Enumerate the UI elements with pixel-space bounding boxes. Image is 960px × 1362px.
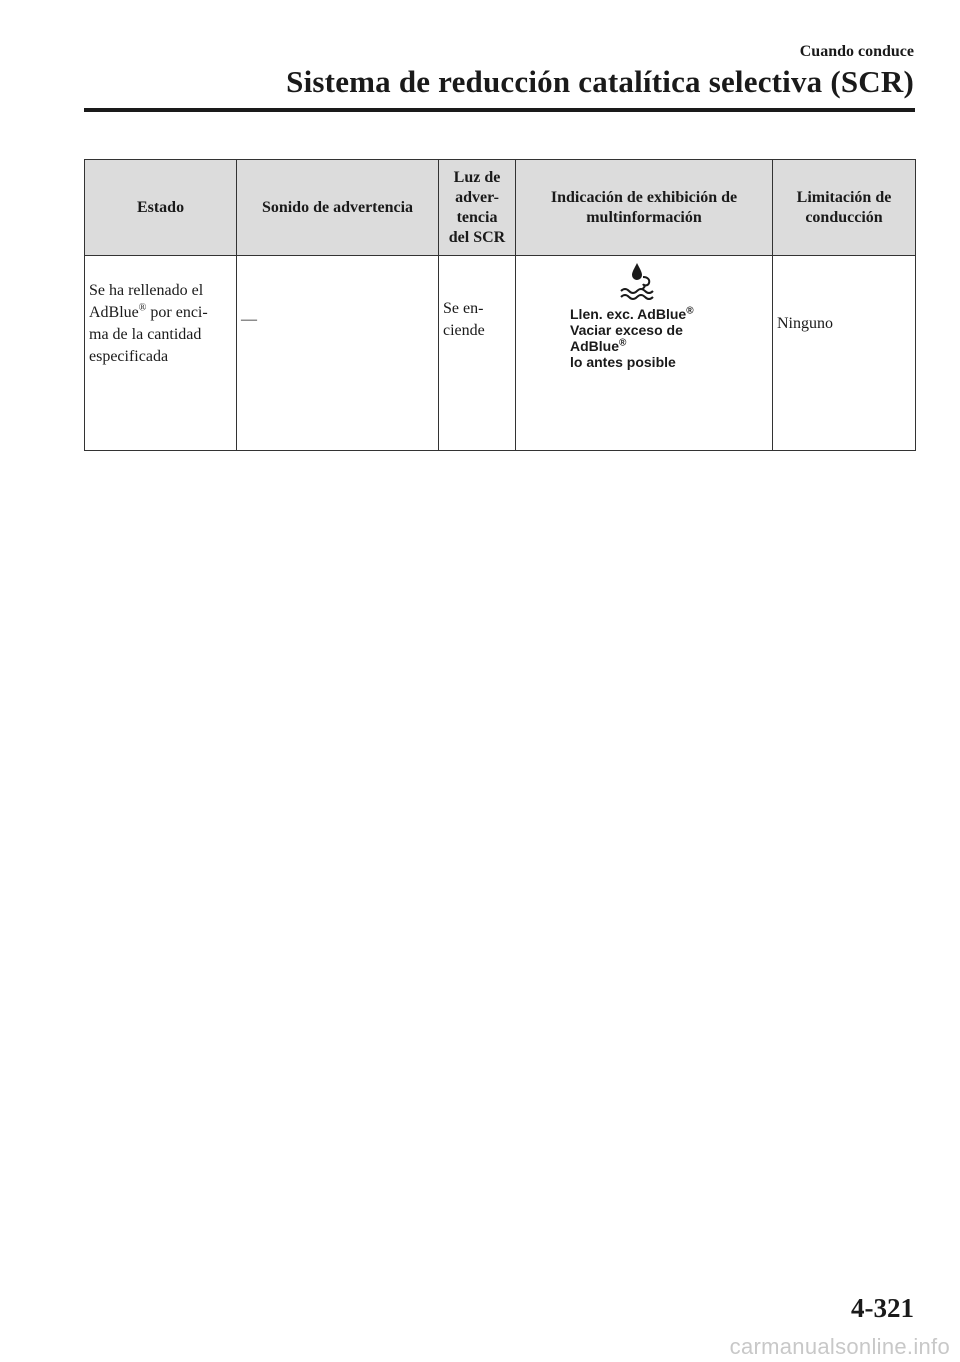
title-rule — [84, 108, 915, 112]
message-line: Llen. exc. AdBlue — [570, 306, 687, 322]
column-header-limitacion — [773, 160, 916, 256]
message-line: AdBlue — [570, 338, 619, 354]
estado-line: AdBlue — [89, 304, 139, 321]
estado-line: especificada — [89, 348, 169, 365]
registered-mark: ® — [686, 305, 694, 317]
message-line: Vaciar exceso de — [570, 322, 683, 338]
table-header-row — [85, 160, 916, 256]
estado-line: por enci- — [146, 304, 208, 321]
cell-estado — [85, 256, 237, 451]
watermark: carmanualsonline.info — [729, 1334, 950, 1359]
luz-line: tencia — [456, 208, 498, 226]
luz-value-line: ciende — [443, 322, 485, 339]
page-number: 4-321 — [851, 1293, 914, 1323]
section-label: Cuando conduce — [799, 43, 914, 60]
luz-line: adver- — [455, 188, 499, 206]
luz-line: del SCR — [448, 228, 506, 246]
cell-indicacion — [516, 256, 773, 451]
column-header-luz — [439, 160, 516, 256]
message-line: lo antes posible — [570, 354, 676, 370]
registered-mark: ® — [619, 337, 627, 349]
cell-limitacion — [773, 256, 916, 451]
column-header-sonido: Sonido de advertencia — [237, 160, 439, 256]
scr-status-table — [84, 159, 916, 451]
luz-line: Luz de — [453, 168, 501, 186]
multinfo-message — [570, 306, 768, 370]
column-header-indicacion — [516, 160, 773, 256]
limitacion-line: Limitación de — [796, 188, 892, 206]
cell-sonido — [237, 256, 439, 451]
page-title: Sistema de reducción catalítica selectiva (SCR) — [286, 64, 914, 99]
table-row — [85, 256, 916, 451]
limitacion-line: conducción — [805, 208, 883, 226]
estado-line: ma de la cantidad — [89, 326, 202, 343]
adblue-overfill-icon — [617, 260, 657, 304]
estado-line: Se ha rellenado el — [89, 282, 204, 299]
cell-luz — [439, 256, 516, 451]
limitacion-value: Ninguno — [777, 315, 833, 332]
indicacion-line: Indicación de exhibición de — [550, 188, 738, 206]
column-header-estado: Estado — [85, 160, 237, 256]
sonido-value: — — [241, 311, 257, 328]
luz-value-line: Se en- — [443, 300, 484, 317]
indicacion-line: multinformación — [586, 208, 702, 226]
registered-mark: ® — [138, 302, 147, 314]
